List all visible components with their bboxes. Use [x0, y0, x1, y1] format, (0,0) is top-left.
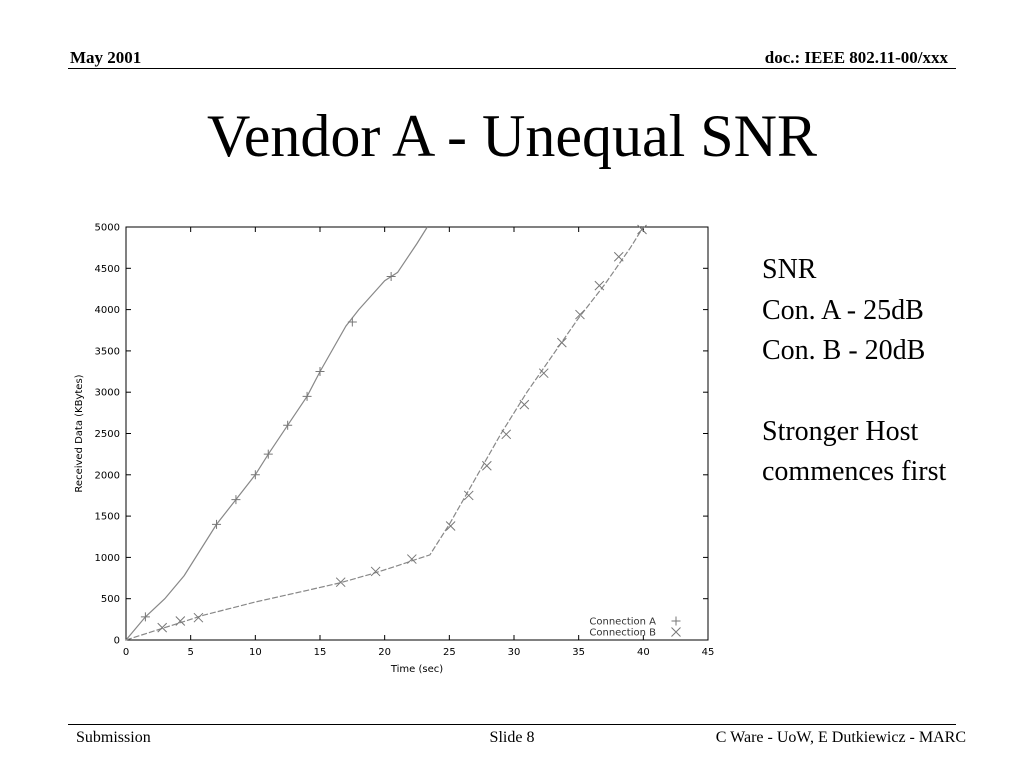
y-tick-label: 1500 [94, 511, 120, 523]
data-point [557, 338, 566, 347]
data-point [520, 400, 529, 409]
footer-rule [68, 724, 956, 725]
data-point [283, 421, 292, 430]
data-point [614, 252, 623, 261]
y-tick-label: 2500 [94, 429, 120, 440]
footer-slide-number: Slide 8 [489, 729, 535, 746]
note-line: Con. B - 20dB [762, 335, 926, 366]
note-line: SNR [762, 254, 817, 285]
y-tick-label: 1000 [94, 552, 120, 564]
data-point [387, 272, 396, 281]
x-tick-label: 20 [378, 647, 392, 658]
y-tick-label: 500 [100, 594, 120, 606]
x-tick-label: 30 [507, 647, 521, 658]
line-chart [60, 210, 720, 680]
y-axis-label: Received Data (KBytes) [74, 374, 85, 493]
note-line: Stronger Host [762, 415, 919, 447]
x-tick-label: 35 [572, 647, 586, 658]
data-point [264, 450, 273, 459]
x-tick-label: 0 [122, 647, 130, 658]
legend-label: Connection A [589, 616, 656, 628]
x-tick-label: 40 [636, 647, 650, 658]
chart-legend [589, 617, 680, 639]
note-line: commences first [762, 456, 947, 487]
data-point [595, 281, 604, 290]
data-point [482, 461, 491, 470]
data-point [348, 317, 357, 326]
x-tick-label: 25 [442, 647, 456, 658]
footer-authors: C Ware - UoW, E Dutkiewicz - MARC [715, 729, 966, 746]
y-tick-label: 3500 [94, 346, 120, 358]
data-point [316, 367, 325, 376]
y-tick-label: 0 [113, 635, 120, 647]
legend-marker [672, 617, 681, 626]
header-doc-id: doc.: IEEE 802.11-00/xxx [764, 48, 948, 67]
footer-submission: Submission [76, 729, 151, 746]
header-date: May 2001 [70, 48, 142, 67]
y-tick-label: 4000 [94, 305, 120, 317]
note-line: Con. A - 25dB [762, 294, 924, 326]
x-tick-label: 10 [248, 647, 262, 658]
data-point [575, 310, 584, 319]
chart-series [126, 225, 647, 640]
y-tick-label: 5000 [94, 222, 120, 234]
y-tick-label: 2000 [94, 470, 120, 482]
plot-frame [126, 227, 708, 640]
data-point [371, 567, 380, 576]
header-rule [68, 68, 956, 69]
legend-label: Connection B [589, 627, 656, 639]
x-tick-label: 15 [313, 647, 327, 658]
y-tick-label: 4500 [94, 263, 120, 275]
data-point [303, 392, 312, 401]
x-tick-label: 5 [187, 647, 194, 658]
slide-title: Vendor A - Unequal SNR [207, 103, 817, 169]
x-axis-label: Time (sec) [390, 664, 444, 675]
x-tick-label: 45 [701, 647, 715, 658]
slide-notes [762, 250, 946, 493]
data-point [502, 430, 511, 439]
data-point [176, 617, 185, 626]
legend-marker [672, 628, 681, 637]
series-line-connection-b [126, 227, 643, 640]
data-point [638, 225, 647, 234]
series-line-connection-a [126, 227, 427, 640]
chart-axes [74, 223, 714, 676]
data-point [407, 555, 416, 564]
y-tick-label: 3000 [94, 387, 120, 399]
